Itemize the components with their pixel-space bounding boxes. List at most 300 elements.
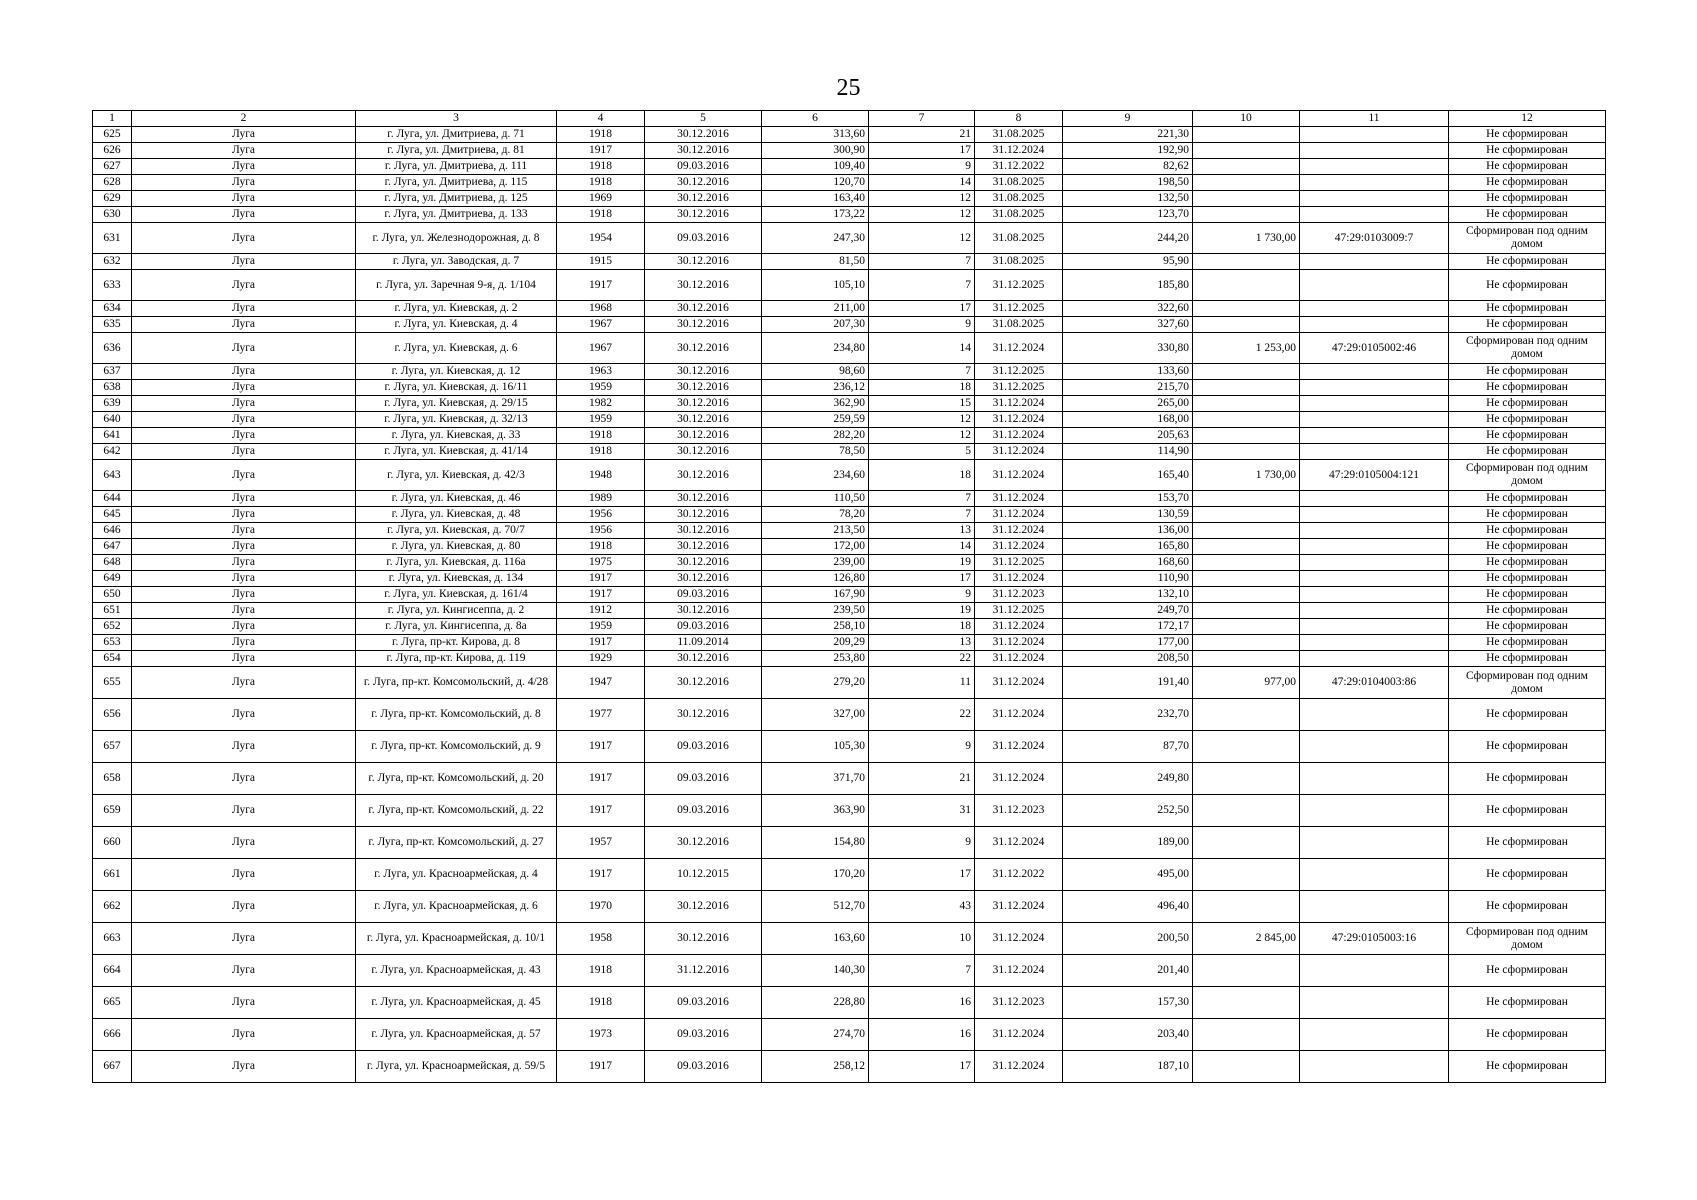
column-number: 5 (645, 111, 762, 127)
city-cell: Луга (132, 587, 356, 603)
deadline-cell: 31.12.2023 (975, 987, 1063, 1019)
cadastral-number-cell (1300, 380, 1449, 396)
count-cell: 9 (869, 731, 975, 763)
table-row (93, 571, 1606, 587)
value-cell: 110,90 (1063, 571, 1193, 587)
row-number-cell: 636 (93, 333, 132, 364)
address-cell: г. Луга, ул. Киевская, д. 29/15 (356, 396, 557, 412)
count-cell: 22 (869, 651, 975, 667)
city-cell: Луга (132, 571, 356, 587)
count-cell: 14 (869, 539, 975, 555)
land-area-cell (1193, 301, 1300, 317)
row-number-cell: 662 (93, 891, 132, 923)
cadastral-number-cell (1300, 619, 1449, 635)
city-cell: Луга (132, 763, 356, 795)
year-cell: 1918 (557, 955, 645, 987)
row-number-cell: 630 (93, 207, 132, 223)
table-row (93, 333, 1606, 364)
status-cell: Не сформирован (1449, 555, 1606, 571)
count-cell: 14 (869, 333, 975, 364)
row-number-cell: 647 (93, 539, 132, 555)
deadline-cell: 31.12.2024 (975, 539, 1063, 555)
deadline-cell: 31.08.2025 (975, 254, 1063, 270)
row-number-cell: 649 (93, 571, 132, 587)
year-cell: 1989 (557, 491, 645, 507)
cadastral-number-cell (1300, 523, 1449, 539)
value-cell: 187,10 (1063, 1051, 1193, 1083)
value-cell: 327,60 (1063, 317, 1193, 333)
date-cell: 30.12.2016 (645, 571, 762, 587)
count-cell: 31 (869, 795, 975, 827)
row-number-cell: 633 (93, 270, 132, 301)
count-cell: 17 (869, 571, 975, 587)
deadline-cell: 31.12.2024 (975, 827, 1063, 859)
address-cell: г. Луга, ул. Дмитриева, д. 111 (356, 159, 557, 175)
city-cell: Луга (132, 1051, 356, 1083)
address-cell: г. Луга, ул. Киевская, д. 161/4 (356, 587, 557, 603)
deadline-cell: 31.08.2025 (975, 127, 1063, 143)
land-area-cell (1193, 317, 1300, 333)
area-cell: 78,20 (762, 507, 869, 523)
table-row (93, 159, 1606, 175)
status-cell: Сформирован под одним домом (1449, 667, 1606, 699)
cadastral-number-cell: 47:29:0104003:86 (1300, 667, 1449, 699)
cadastral-number-cell (1300, 301, 1449, 317)
address-cell: г. Луга, ул. Дмитриева, д. 125 (356, 191, 557, 207)
land-area-cell (1193, 587, 1300, 603)
year-cell: 1917 (557, 1051, 645, 1083)
cadastral-number-cell (1300, 731, 1449, 763)
area-cell: 234,60 (762, 460, 869, 491)
year-cell: 1958 (557, 923, 645, 955)
date-cell: 30.12.2016 (645, 207, 762, 223)
area-cell: 172,00 (762, 539, 869, 555)
status-cell: Не сформирован (1449, 380, 1606, 396)
housing-register-table (92, 110, 1606, 1083)
row-number-cell: 661 (93, 859, 132, 891)
row-number-cell: 667 (93, 1051, 132, 1083)
deadline-cell: 31.12.2022 (975, 859, 1063, 891)
area-cell: 313,60 (762, 127, 869, 143)
date-cell: 30.12.2016 (645, 523, 762, 539)
year-cell: 1918 (557, 539, 645, 555)
area-cell: 140,30 (762, 955, 869, 987)
table-row (93, 859, 1606, 891)
land-area-cell (1193, 143, 1300, 159)
city-cell: Луга (132, 270, 356, 301)
status-cell: Не сформирован (1449, 827, 1606, 859)
count-cell: 13 (869, 523, 975, 539)
status-cell: Не сформирован (1449, 1051, 1606, 1083)
address-cell: г. Луга, ул. Киевская, д. 134 (356, 571, 557, 587)
count-cell: 21 (869, 127, 975, 143)
count-cell: 9 (869, 827, 975, 859)
table-row (93, 635, 1606, 651)
cadastral-number-cell: 47:29:0103009:7 (1300, 223, 1449, 254)
status-cell: Не сформирован (1449, 955, 1606, 987)
area-cell: 259,59 (762, 412, 869, 428)
count-cell: 12 (869, 191, 975, 207)
city-cell: Луга (132, 396, 356, 412)
land-area-cell (1193, 491, 1300, 507)
cadastral-number-cell (1300, 699, 1449, 731)
cadastral-number-cell (1300, 143, 1449, 159)
row-number-cell: 646 (93, 523, 132, 539)
value-cell: 205,63 (1063, 428, 1193, 444)
address-cell: г. Луга, пр-кт. Комсомольский, д. 4/28 (356, 667, 557, 699)
address-cell: г. Луга, ул. Киевская, д. 16/11 (356, 380, 557, 396)
status-cell: Не сформирован (1449, 396, 1606, 412)
cadastral-number-cell (1300, 987, 1449, 1019)
value-cell: 192,90 (1063, 143, 1193, 159)
value-cell: 87,70 (1063, 731, 1193, 763)
date-cell: 30.12.2016 (645, 380, 762, 396)
city-cell: Луга (132, 923, 356, 955)
row-number-cell: 660 (93, 827, 132, 859)
status-cell: Не сформирован (1449, 763, 1606, 795)
address-cell: г. Луга, ул. Киевская, д. 32/13 (356, 412, 557, 428)
count-cell: 43 (869, 891, 975, 923)
area-cell: 274,70 (762, 1019, 869, 1051)
address-cell: г. Луга, ул. Красноармейская, д. 6 (356, 891, 557, 923)
value-cell: 198,50 (1063, 175, 1193, 191)
table-row (93, 523, 1606, 539)
cadastral-number-cell (1300, 444, 1449, 460)
count-cell: 12 (869, 207, 975, 223)
row-number-cell: 625 (93, 127, 132, 143)
count-cell: 19 (869, 603, 975, 619)
status-cell: Не сформирован (1449, 731, 1606, 763)
address-cell: г. Луга, ул. Киевская, д. 48 (356, 507, 557, 523)
year-cell: 1963 (557, 364, 645, 380)
date-cell: 30.12.2016 (645, 396, 762, 412)
value-cell: 82,62 (1063, 159, 1193, 175)
count-cell: 11 (869, 667, 975, 699)
deadline-cell: 31.08.2025 (975, 175, 1063, 191)
city-cell: Луга (132, 699, 356, 731)
cadastral-number-cell (1300, 635, 1449, 651)
area-cell: 258,10 (762, 619, 869, 635)
status-cell: Не сформирован (1449, 317, 1606, 333)
area-cell: 98,60 (762, 364, 869, 380)
date-cell: 09.03.2016 (645, 587, 762, 603)
row-number-cell: 666 (93, 1019, 132, 1051)
deadline-cell: 31.12.2025 (975, 603, 1063, 619)
address-cell: г. Луга, ул. Красноармейская, д. 4 (356, 859, 557, 891)
count-cell: 21 (869, 763, 975, 795)
cadastral-number-cell (1300, 1019, 1449, 1051)
date-cell: 30.12.2016 (645, 891, 762, 923)
land-area-cell (1193, 507, 1300, 523)
column-number: 11 (1300, 111, 1449, 127)
area-cell: 234,80 (762, 333, 869, 364)
status-cell: Не сформирован (1449, 699, 1606, 731)
count-cell: 7 (869, 491, 975, 507)
city-cell: Луга (132, 444, 356, 460)
area-cell: 239,50 (762, 603, 869, 619)
cadastral-number-cell (1300, 491, 1449, 507)
deadline-cell: 31.12.2024 (975, 619, 1063, 635)
value-cell: 496,40 (1063, 891, 1193, 923)
count-cell: 17 (869, 301, 975, 317)
deadline-cell: 31.12.2025 (975, 301, 1063, 317)
row-number-cell: 664 (93, 955, 132, 987)
address-cell: г. Луга, пр-кт. Кирова, д. 8 (356, 635, 557, 651)
deadline-cell: 31.12.2025 (975, 380, 1063, 396)
land-area-cell (1193, 619, 1300, 635)
city-cell: Луга (132, 827, 356, 859)
value-cell: 177,00 (1063, 635, 1193, 651)
deadline-cell: 31.08.2025 (975, 191, 1063, 207)
page-number: 25 (836, 75, 861, 101)
date-cell: 30.12.2016 (645, 923, 762, 955)
row-number-cell: 651 (93, 603, 132, 619)
land-area-cell: 977,00 (1193, 667, 1300, 699)
city-cell: Луга (132, 635, 356, 651)
count-cell: 9 (869, 317, 975, 333)
status-cell: Не сформирован (1449, 1019, 1606, 1051)
row-number-cell: 653 (93, 635, 132, 651)
land-area-cell (1193, 1019, 1300, 1051)
table-row (93, 254, 1606, 270)
count-cell: 18 (869, 619, 975, 635)
year-cell: 1917 (557, 270, 645, 301)
count-cell: 15 (869, 396, 975, 412)
year-cell: 1918 (557, 159, 645, 175)
deadline-cell: 31.12.2025 (975, 270, 1063, 301)
cadastral-number-cell (1300, 207, 1449, 223)
area-cell: 363,90 (762, 795, 869, 827)
address-cell: г. Луга, пр-кт. Комсомольский, д. 27 (356, 827, 557, 859)
value-cell: 168,60 (1063, 555, 1193, 571)
count-cell: 5 (869, 444, 975, 460)
table-row (93, 460, 1606, 491)
table-row (93, 396, 1606, 412)
row-number-cell: 632 (93, 254, 132, 270)
date-cell: 09.03.2016 (645, 619, 762, 635)
year-cell: 1948 (557, 460, 645, 491)
count-cell: 14 (869, 175, 975, 191)
table-row (93, 539, 1606, 555)
year-cell: 1973 (557, 1019, 645, 1051)
status-cell: Сформирован под одним домом (1449, 333, 1606, 364)
year-cell: 1959 (557, 412, 645, 428)
table-row (93, 699, 1606, 731)
deadline-cell: 31.12.2024 (975, 731, 1063, 763)
year-cell: 1977 (557, 699, 645, 731)
land-area-cell (1193, 699, 1300, 731)
value-cell: 136,00 (1063, 523, 1193, 539)
row-number-cell: 631 (93, 223, 132, 254)
row-number-cell: 656 (93, 699, 132, 731)
land-area-cell (1193, 364, 1300, 380)
city-cell: Луга (132, 301, 356, 317)
date-cell: 30.12.2016 (645, 539, 762, 555)
land-area-cell: 1 730,00 (1193, 460, 1300, 491)
column-number: 6 (762, 111, 869, 127)
row-number-cell: 627 (93, 159, 132, 175)
date-cell: 30.12.2016 (645, 317, 762, 333)
deadline-cell: 31.12.2024 (975, 396, 1063, 412)
value-cell: 132,10 (1063, 587, 1193, 603)
area-cell: 154,80 (762, 827, 869, 859)
city-cell: Луга (132, 317, 356, 333)
row-number-cell: 644 (93, 491, 132, 507)
year-cell: 1917 (557, 763, 645, 795)
cadastral-number-cell (1300, 1051, 1449, 1083)
address-cell: г. Луга, пр-кт. Комсомольский, д. 22 (356, 795, 557, 827)
date-cell: 30.12.2016 (645, 364, 762, 380)
cadastral-number-cell (1300, 891, 1449, 923)
row-number-cell: 654 (93, 651, 132, 667)
deadline-cell: 31.12.2024 (975, 699, 1063, 731)
column-number-row (93, 111, 1606, 127)
status-cell: Не сформирован (1449, 587, 1606, 603)
row-number-cell: 641 (93, 428, 132, 444)
land-area-cell (1193, 444, 1300, 460)
count-cell: 7 (869, 507, 975, 523)
value-cell: 157,30 (1063, 987, 1193, 1019)
status-cell: Не сформирован (1449, 635, 1606, 651)
cadastral-number-cell (1300, 555, 1449, 571)
status-cell: Не сформирован (1449, 127, 1606, 143)
status-cell: Не сформирован (1449, 159, 1606, 175)
year-cell: 1912 (557, 603, 645, 619)
address-cell: г. Луга, ул. Киевская, д. 12 (356, 364, 557, 380)
land-area-cell (1193, 987, 1300, 1019)
value-cell: 322,60 (1063, 301, 1193, 317)
column-number: 4 (557, 111, 645, 127)
area-cell: 110,50 (762, 491, 869, 507)
city-cell: Луга (132, 254, 356, 270)
deadline-cell: 31.12.2024 (975, 1051, 1063, 1083)
year-cell: 1982 (557, 396, 645, 412)
address-cell: г. Луга, ул. Дмитриева, д. 71 (356, 127, 557, 143)
date-cell: 09.03.2016 (645, 987, 762, 1019)
deadline-cell: 31.08.2025 (975, 317, 1063, 333)
row-number-cell: 648 (93, 555, 132, 571)
year-cell: 1929 (557, 651, 645, 667)
year-cell: 1957 (557, 827, 645, 859)
table-row (93, 763, 1606, 795)
table-row (93, 317, 1606, 333)
city-cell: Луга (132, 333, 356, 364)
status-cell: Не сформирован (1449, 207, 1606, 223)
deadline-cell: 31.12.2024 (975, 955, 1063, 987)
land-area-cell (1193, 731, 1300, 763)
date-cell: 31.12.2016 (645, 955, 762, 987)
date-cell: 11.09.2014 (645, 635, 762, 651)
count-cell: 7 (869, 270, 975, 301)
year-cell: 1975 (557, 555, 645, 571)
deadline-cell: 31.12.2024 (975, 635, 1063, 651)
count-cell: 17 (869, 859, 975, 891)
cadastral-number-cell: 47:29:0105004:121 (1300, 460, 1449, 491)
value-cell: 95,90 (1063, 254, 1193, 270)
status-cell: Не сформирован (1449, 412, 1606, 428)
land-area-cell (1193, 651, 1300, 667)
deadline-cell: 31.12.2024 (975, 507, 1063, 523)
address-cell: г. Луга, ул. Дмитриева, д. 133 (356, 207, 557, 223)
count-cell: 22 (869, 699, 975, 731)
table-row (93, 603, 1606, 619)
area-cell: 173,22 (762, 207, 869, 223)
row-number-cell: 659 (93, 795, 132, 827)
address-cell: г. Луга, ул. Киевская, д. 42/3 (356, 460, 557, 491)
city-cell: Луга (132, 651, 356, 667)
year-cell: 1918 (557, 444, 645, 460)
land-area-cell (1193, 270, 1300, 301)
date-cell: 09.03.2016 (645, 795, 762, 827)
year-cell: 1917 (557, 635, 645, 651)
cadastral-number-cell (1300, 955, 1449, 987)
deadline-cell: 31.12.2023 (975, 795, 1063, 827)
area-cell: 170,20 (762, 859, 869, 891)
cadastral-number-cell (1300, 127, 1449, 143)
row-number-cell: 638 (93, 380, 132, 396)
land-area-cell: 2 845,00 (1193, 923, 1300, 955)
date-cell: 30.12.2016 (645, 667, 762, 699)
row-number-cell: 658 (93, 763, 132, 795)
address-cell: г. Луга, ул. Кингисеппа, д. 8а (356, 619, 557, 635)
date-cell: 30.12.2016 (645, 254, 762, 270)
value-cell: 221,30 (1063, 127, 1193, 143)
year-cell: 1915 (557, 254, 645, 270)
count-cell: 16 (869, 987, 975, 1019)
status-cell: Не сформирован (1449, 603, 1606, 619)
land-area-cell (1193, 571, 1300, 587)
cadastral-number-cell: 47:29:0105002:46 (1300, 333, 1449, 364)
deadline-cell: 31.12.2024 (975, 143, 1063, 159)
year-cell: 1968 (557, 301, 645, 317)
date-cell: 09.03.2016 (645, 763, 762, 795)
city-cell: Луга (132, 491, 356, 507)
cadastral-number-cell (1300, 587, 1449, 603)
cadastral-number-cell (1300, 763, 1449, 795)
address-cell: г. Луга, ул. Киевская, д. 2 (356, 301, 557, 317)
land-area-cell (1193, 127, 1300, 143)
row-number-cell: 626 (93, 143, 132, 159)
cadastral-number-cell (1300, 270, 1449, 301)
address-cell: г. Луга, ул. Красноармейская, д. 57 (356, 1019, 557, 1051)
city-cell: Луга (132, 795, 356, 827)
status-cell: Не сформирован (1449, 364, 1606, 380)
table-row (93, 223, 1606, 254)
land-area-cell (1193, 254, 1300, 270)
address-cell: г. Луга, пр-кт. Кирова, д. 119 (356, 651, 557, 667)
land-area-cell (1193, 955, 1300, 987)
address-cell: г. Луга, ул. Киевская, д. 41/14 (356, 444, 557, 460)
address-cell: г. Луга, ул. Дмитриева, д. 81 (356, 143, 557, 159)
status-cell: Не сформирован (1449, 859, 1606, 891)
address-cell: г. Луга, ул. Киевская, д. 70/7 (356, 523, 557, 539)
year-cell: 1918 (557, 175, 645, 191)
count-cell: 12 (869, 428, 975, 444)
value-cell: 165,40 (1063, 460, 1193, 491)
city-cell: Луга (132, 412, 356, 428)
value-cell: 265,00 (1063, 396, 1193, 412)
city-cell: Луга (132, 460, 356, 491)
year-cell: 1918 (557, 428, 645, 444)
area-cell: 163,60 (762, 923, 869, 955)
area-cell: 228,80 (762, 987, 869, 1019)
city-cell: Луга (132, 603, 356, 619)
land-area-cell (1193, 396, 1300, 412)
table-row (93, 444, 1606, 460)
value-cell: 203,40 (1063, 1019, 1193, 1051)
status-cell: Не сформирован (1449, 987, 1606, 1019)
table-row (93, 507, 1606, 523)
